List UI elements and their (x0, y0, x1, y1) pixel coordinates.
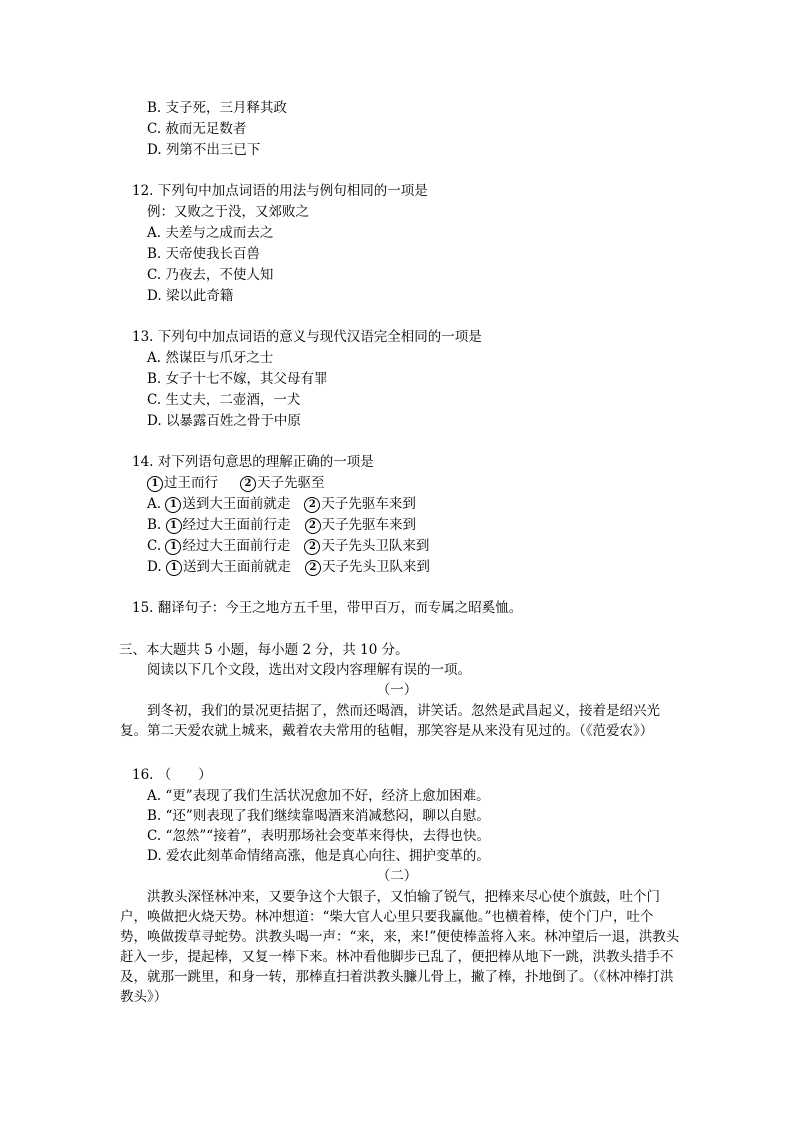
circled-number-1: 1 (166, 560, 182, 576)
q11-option-c: C. 赦而无足数者 (147, 121, 247, 137)
q13-option-b: B. 女子十七不嫁，其父母有罪 (147, 371, 328, 387)
passage2: 洪教头深怪林冲来，又要争这个大银子，又怕输了锐气，把棒来尽心使个旗鼓，吐个门户，唤做把火烧天势。林冲想道：“柴大官人心里只要我赢他。”也横着棒，使个门户，吐个势，唤做拨草寻蛇势。洪教头喝一声：“来，来，来!”便使棒盖将入来。林冲望后一退，洪教头赶入一步，提起棒，又复一棒下来。林冲看他脚步已乱了，便把棒从地下一跳，洪教头措手不及，就那一跳里，和身一转，那棒直扫着洪教头臁儿骨上，撇了棒，扑地倒了。（《林冲棒打洪教头》） (120, 889, 680, 1005)
circled-number-2: 2 (305, 518, 321, 534)
q11-option-d: D. 列第不出三已下 (147, 142, 261, 158)
circled-number-1: 1 (166, 518, 182, 534)
q14-option-b: B. 1 经过大王面前行走 2 天子先驱车来到 (147, 517, 417, 533)
q11-option-b: B. 支子死，三月释其政 (147, 100, 288, 116)
q14-items: 1 过王而行 2 天子先驱至 (147, 473, 325, 493)
q13-stem: 13. 下列句中加点词语的意义与现代汉语完全相同的一项是 (132, 329, 482, 345)
q16-option-d: D. 爱农此刻革命情绪高涨，他是真心向往、拥护变革的。 (147, 848, 490, 864)
q12-option-a: A. 夫差与之成而去之 (147, 225, 274, 241)
section3-heading: 三、本大题共 5 小题，每小题 2 分，共 10 分。 (119, 642, 409, 658)
circled-number-2: 2 (240, 476, 256, 492)
q14-option-d: D. 1 送到大王面前就走 2 天子先头卫队来到 (147, 559, 430, 575)
q13-option-a: A. 然谋臣与爪牙之士 (147, 350, 274, 366)
q14-option-c: C. 1 经过大王面前行走 2 天子先头卫队来到 (147, 538, 430, 554)
q12-stem: 12. 下列句中加点词语的用法与例句相同的一项是 (132, 183, 428, 199)
q14-stem: 14. 对下列语句意思的理解正确的一项是 (132, 454, 374, 470)
circled-number-2: 2 (304, 497, 320, 513)
q16-option-c: C. “忽然”“接着”，表明那场社会变革来得快，去得也快。 (147, 828, 491, 844)
section3-instruction: 阅读以下几个文段，选出对文段内容理解有误的一项。 (147, 662, 471, 678)
q15-text: 15. 翻译句子：今王之地方五千里，带甲百万，而专属之昭奚恤。 (132, 600, 523, 616)
q16-stem: 16. （ ） (132, 767, 212, 783)
circled-number-2: 2 (305, 560, 321, 576)
q16-option-b: B. “还”则表现了我们继续靠喝酒来消减愁闷，聊以自慰。 (147, 808, 490, 824)
q16-option-a: A. “更”表现了我们生活状况愈加不好，经济上愈加困难。 (147, 788, 490, 804)
circled-number-2: 2 (304, 539, 320, 555)
passage1: 到冬初，我们的景况更拮据了，然而还喝酒，讲笑话。忽然是武昌起义，接着是绍兴光复。第二天爱农就上城来，戴着农夫常用的毡帽，那笑容是从来没有见过的。（《范爱农》） (120, 703, 660, 739)
circled-number-1: 1 (165, 539, 181, 555)
q12-option-b: B. 天帝使我长百兽 (147, 246, 261, 262)
part2-label: （二） (376, 868, 418, 884)
q12-option-d: D. 梁以此奇籍 (147, 288, 234, 304)
part1-label: （一） (376, 682, 418, 698)
circled-number-1: 1 (147, 476, 163, 492)
q14-option-a: A. 1 送到大王面前就走 2 天子先驱车来到 (147, 496, 416, 512)
q13-option-d: D. 以暴露百姓之骨于中原 (147, 413, 301, 429)
q13-option-c: C. 生丈夫，二壶酒，一犬 (147, 392, 301, 408)
q12-example: 例：又败之于没，又郊败之 (147, 204, 309, 220)
circled-number-1: 1 (165, 497, 181, 513)
q12-option-c: C. 乃夜去，不使人知 (147, 267, 274, 283)
